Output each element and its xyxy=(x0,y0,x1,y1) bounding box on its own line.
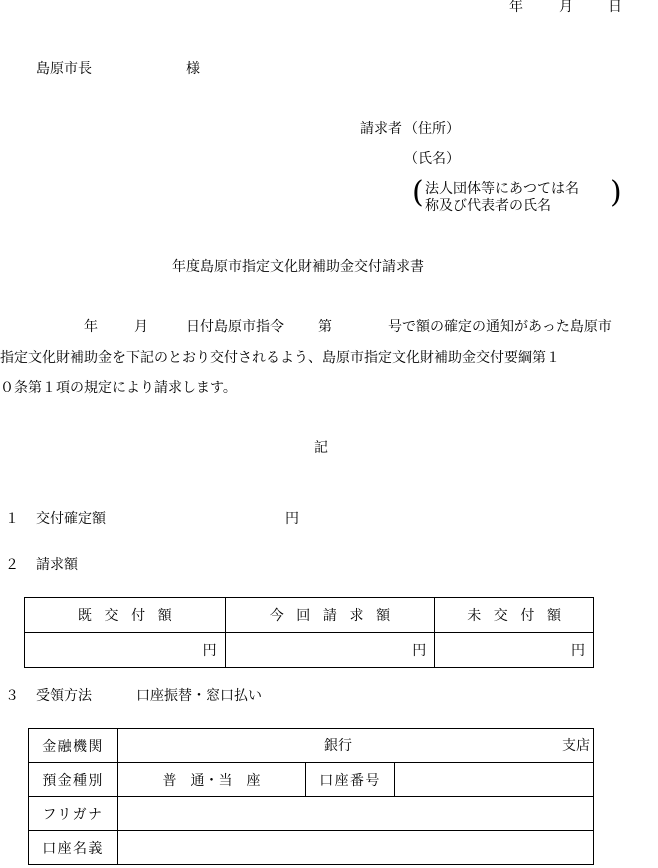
applicant-note-paren-open: ( xyxy=(412,175,424,210)
amount-table-value-row xyxy=(25,633,594,668)
body-line1-end: 号で額の確定の通知があった島原市 xyxy=(388,319,612,335)
institution-cell[interactable] xyxy=(118,729,594,763)
bank-row-furigana xyxy=(29,797,594,831)
furigana-cell[interactable] xyxy=(118,797,594,831)
addressee-name: 島原市長 xyxy=(36,61,92,77)
addressee-honorific: 様 xyxy=(186,61,200,77)
account-number-cell[interactable] xyxy=(395,763,594,797)
header-already-paid: 既交付額 xyxy=(25,598,226,633)
bank-table xyxy=(28,728,594,865)
deposit-type-label: 預金種別 xyxy=(29,763,118,797)
unpaid-amount-cell[interactable]: 円 xyxy=(435,633,594,668)
bank-row-institution xyxy=(29,729,594,763)
date-year: 年 xyxy=(509,0,523,15)
item2-label: 請求額 xyxy=(36,557,78,573)
item1-label: 交付確定額 xyxy=(36,511,106,527)
account-name-label: 口座名義 xyxy=(29,831,118,865)
amount-table xyxy=(24,597,594,668)
item1-unit: 円 xyxy=(285,511,299,527)
institution-label: 金融機関 xyxy=(29,729,118,763)
date-day: 日 xyxy=(608,0,622,15)
body-line3: ０条第１項の規定により請求します。 xyxy=(0,380,237,396)
account-name-cell[interactable] xyxy=(118,831,594,865)
date-month: 月 xyxy=(559,0,573,15)
item3-number: ３ xyxy=(5,688,19,704)
item1-number: １ xyxy=(5,511,19,527)
item3-method: 口座振替・窓口払い xyxy=(136,688,262,704)
ki-marker: 記 xyxy=(314,440,328,456)
document-title: 年度島原市指定文化財補助金交付請求書 xyxy=(172,259,424,275)
body-year: 年 xyxy=(84,319,98,335)
amount-table-header-row xyxy=(25,598,594,633)
applicant-note-line1: 法人団体等にあつては名 xyxy=(425,181,579,197)
item3-label: 受領方法 xyxy=(36,688,92,704)
body-dai: 第 xyxy=(318,319,332,335)
bank-row-account-name xyxy=(29,831,594,865)
deposit-type-value[interactable]: 普 通・当 座 xyxy=(118,763,306,797)
body-line2: 指定文化財補助金を下記のとおり交付されるよう、島原市指定文化財補助金交付要綱第１ xyxy=(0,350,560,366)
applicant-address-label: （住所） xyxy=(404,121,460,137)
body-month: 月 xyxy=(134,319,148,335)
applicant-note-line2: 称及び代表者の氏名 xyxy=(425,198,551,214)
body-date-ref: 日付島原市指令 xyxy=(186,319,284,335)
already-paid-amount-cell[interactable]: 円 xyxy=(25,633,226,668)
account-number-label: 口座番号 xyxy=(306,763,395,797)
bank-row-deposit xyxy=(29,763,594,797)
applicant-label: 請求者 xyxy=(360,121,402,137)
branch-suffix: 支店 xyxy=(562,738,590,754)
item2-number: ２ xyxy=(5,557,19,573)
bank-suffix: 銀行 xyxy=(324,738,352,754)
applicant-name-label: （氏名） xyxy=(404,151,460,167)
header-unpaid: 未交付額 xyxy=(435,598,594,633)
header-current-request: 今回請求額 xyxy=(225,598,435,633)
furigana-label: フリガナ xyxy=(29,797,118,831)
applicant-note-paren-close: ) xyxy=(610,175,622,210)
current-request-amount-cell[interactable]: 円 xyxy=(225,633,435,668)
